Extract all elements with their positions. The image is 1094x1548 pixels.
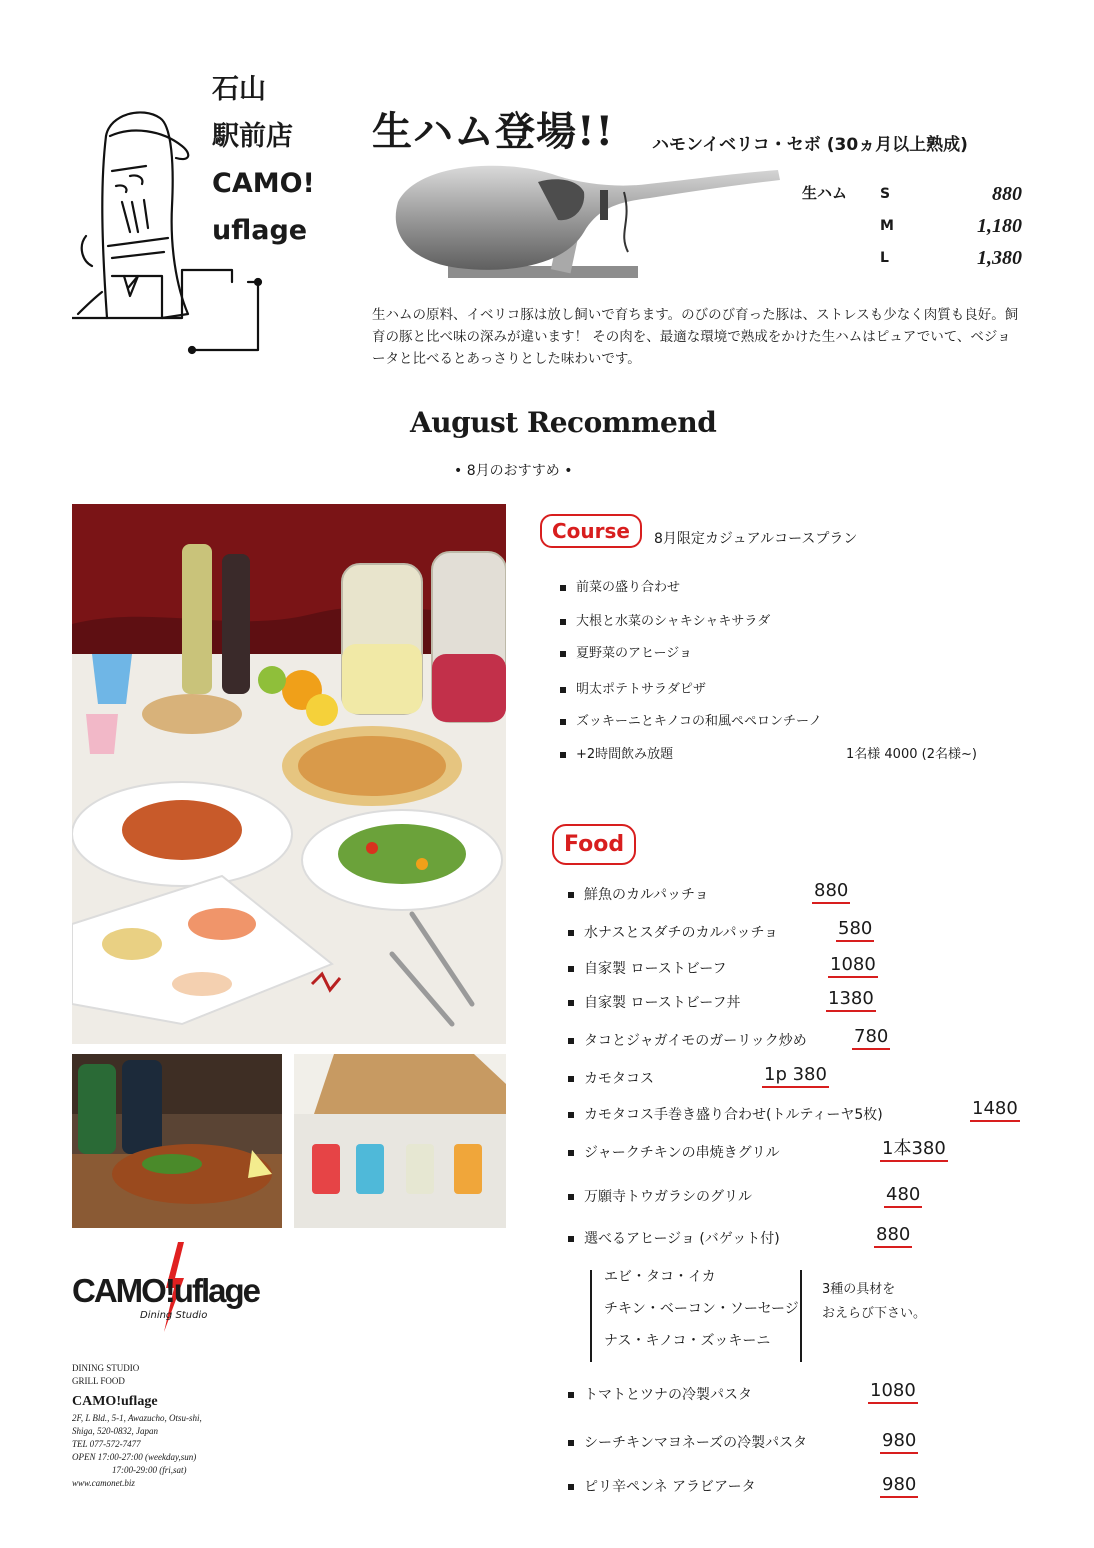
- food-item-name: 水ナスとスダチのカルパッチョ: [584, 925, 779, 941]
- food-item-price: 1本380: [880, 1138, 948, 1162]
- course-item: 明太ポテトサラダピザ: [560, 678, 706, 697]
- bullet-icon: [568, 1038, 574, 1044]
- food-item-price: 880: [874, 1224, 912, 1248]
- food-item-name: カモタコス: [584, 1071, 654, 1087]
- food-item-name: ジャークチキンの串焼きグリル: [584, 1145, 780, 1161]
- food-item-name: 自家製 ローストビーフ: [584, 961, 727, 977]
- course-item: +2時間飲み放題: [560, 743, 673, 762]
- food-item-name: 選べるアヒージョ (バゲット付): [584, 1231, 780, 1247]
- food-item-name: シーチキンマヨネーズの冷製パスタ: [584, 1435, 808, 1451]
- course-item: 前菜の盛り合わせ: [560, 576, 680, 595]
- food-badge: Food: [552, 824, 636, 865]
- food-item-name: ピリ辛ペンネ アラビアータ: [584, 1479, 756, 1495]
- food-item-name: タコとジャガイモのガーリック炒め: [584, 1033, 807, 1049]
- bullet-icon: [568, 966, 574, 972]
- bullet-icon: [568, 1076, 574, 1082]
- food-item-name: 鮮魚のカルパッチョ: [584, 887, 709, 903]
- food-item: [568, 1030, 807, 1050]
- store-note-line: CAMO!: [212, 168, 315, 199]
- food-item: [568, 884, 709, 904]
- food-item-name: 自家製 ローストビーフ丼: [584, 995, 741, 1011]
- bullet-icon: [568, 1440, 574, 1446]
- contact-tel: TEL 077-572-7477: [72, 1439, 141, 1449]
- bullet-icon: [560, 687, 566, 693]
- food-item: [568, 922, 778, 942]
- food-item-price: 480: [884, 1184, 922, 1208]
- ajillo-option: エビ・タコ・イカ: [604, 1269, 716, 1285]
- ajillo-note-line: 3種の具材を: [822, 1282, 896, 1297]
- contact-hours: OPEN 17:00-27:00 (weekday,sun): [72, 1452, 197, 1462]
- ham-subtitle: ハモンイベリコ・セボ (30ヵ月以上熟成): [652, 135, 968, 155]
- food-item-price: 980: [880, 1430, 918, 1454]
- course-item: 大根と水菜のシャキシャキサラダ: [560, 610, 770, 629]
- bullet-icon: [560, 619, 566, 625]
- course-food-photo: [72, 504, 506, 1044]
- ham-description: 生ハムの原料、イベリコ豚は放し飼いで育ちます。のびのび育った豚は、ストレスも少なく肉質も良好。飼育の豚と比べ味の深みが違います！ その肉を、最適な環境で熟成をかけた生ハムはピュアでいて、ベジョータと比べるとあっさりとした味わいです。: [372, 307, 1019, 367]
- ham-price: 880: [992, 183, 1022, 205]
- drinks-photo: [294, 1054, 506, 1228]
- ham-price-label: 生ハム: [802, 184, 848, 202]
- brand-logo: CAMO!uflage: [72, 1272, 259, 1309]
- bullet-icon: [568, 1484, 574, 1490]
- bullet-icon: [568, 1150, 574, 1156]
- bullet-icon: [560, 752, 566, 758]
- contact-line: DINING STUDIO: [72, 1363, 140, 1373]
- course-item: 夏野菜のアヒージョ: [560, 642, 692, 661]
- contact-website: www.camonet.biz: [72, 1478, 135, 1488]
- contact-address: Shiga, 520-0832, Japan: [72, 1426, 158, 1436]
- bullet-icon: [568, 1000, 574, 1006]
- contact-hours: 17:00-29:00 (fri,sat): [112, 1465, 187, 1475]
- contact-line: GRILL FOOD: [72, 1376, 125, 1386]
- food-item: [568, 1142, 780, 1162]
- food-item-price: 980: [880, 1474, 918, 1498]
- bullet-icon: [568, 930, 574, 936]
- food-item-price: 1080: [828, 954, 878, 978]
- contact-store-name: CAMO!uflage: [72, 1394, 158, 1409]
- jamon-image: [388, 162, 788, 284]
- brand-logo-subtitle: Dining Studio: [140, 1310, 208, 1321]
- chicken-photo: [72, 1054, 282, 1228]
- food-item: [568, 1384, 752, 1404]
- course-price: 1名様 4000 (2名様~): [846, 747, 977, 762]
- food-item-name: カモタコス手巻き盛り合わせ(トルティーヤ5枚): [584, 1107, 883, 1123]
- food-item-price: 1480: [970, 1098, 1020, 1122]
- store-note-line: 石山: [212, 74, 266, 105]
- food-item: [568, 1432, 807, 1452]
- bullet-icon: [560, 719, 566, 725]
- food-item-name: 万願寺トウガラシのグリル: [584, 1189, 752, 1205]
- bullet-icon: [560, 585, 566, 591]
- ham-price: 1,180: [977, 215, 1022, 237]
- course-title: 8月限定カジュアルコースプラン: [654, 531, 858, 547]
- ajillo-option: ナス・キノコ・ズッキーニ: [604, 1333, 771, 1349]
- contact-info: [72, 1362, 272, 1490]
- food-item-price: 580: [836, 918, 874, 942]
- food-item-price: 880: [812, 880, 850, 904]
- food-item: [568, 1228, 780, 1248]
- food-item-name: トマトとツナの冷製パスタ: [584, 1387, 752, 1403]
- ajillo-note-line: おえらび下さい。: [822, 1306, 927, 1321]
- ham-size-label: M: [880, 218, 894, 234]
- course-badge: Course: [540, 514, 642, 548]
- store-note-line: uflage: [212, 215, 308, 246]
- food-item-price: 1380: [826, 988, 876, 1012]
- recommend-subtitle: • 8月のおすすめ •: [454, 463, 573, 479]
- bullet-icon: [568, 1236, 574, 1242]
- ajillo-note: [822, 1278, 926, 1326]
- food-item: [568, 1476, 756, 1496]
- course-item: ズッキーニとキノコの和風ペペロンチーノ: [560, 710, 822, 729]
- food-item: [568, 992, 741, 1012]
- bullet-icon: [560, 651, 566, 657]
- recommend-title: August Recommend: [410, 406, 717, 439]
- ham-size-label: L: [880, 250, 889, 266]
- food-item-price: 1080: [868, 1380, 918, 1404]
- store-note-line: 駅前店: [212, 121, 293, 152]
- food-item: [568, 958, 727, 978]
- food-item-price: 1p 380: [762, 1064, 829, 1088]
- bullet-icon: [568, 1194, 574, 1200]
- food-item: [568, 1068, 654, 1088]
- food-item-price: 780: [852, 1026, 890, 1050]
- food-item: [568, 1104, 883, 1124]
- ham-size-label: S: [880, 186, 891, 202]
- ajillo-option: チキン・ベーコン・ソーセージ: [604, 1301, 799, 1317]
- bullet-icon: [568, 1392, 574, 1398]
- ham-title: 生ハム登場!!: [372, 108, 615, 155]
- ham-price: 1,380: [977, 247, 1022, 269]
- bullet-icon: [568, 892, 574, 898]
- mascot-doodle-icon: [72, 96, 282, 366]
- bullet-icon: [568, 1112, 574, 1118]
- contact-address: 2F, L Bld., 5-1, Awazucho, Otsu-shi,: [72, 1413, 202, 1423]
- food-item: [568, 1186, 752, 1206]
